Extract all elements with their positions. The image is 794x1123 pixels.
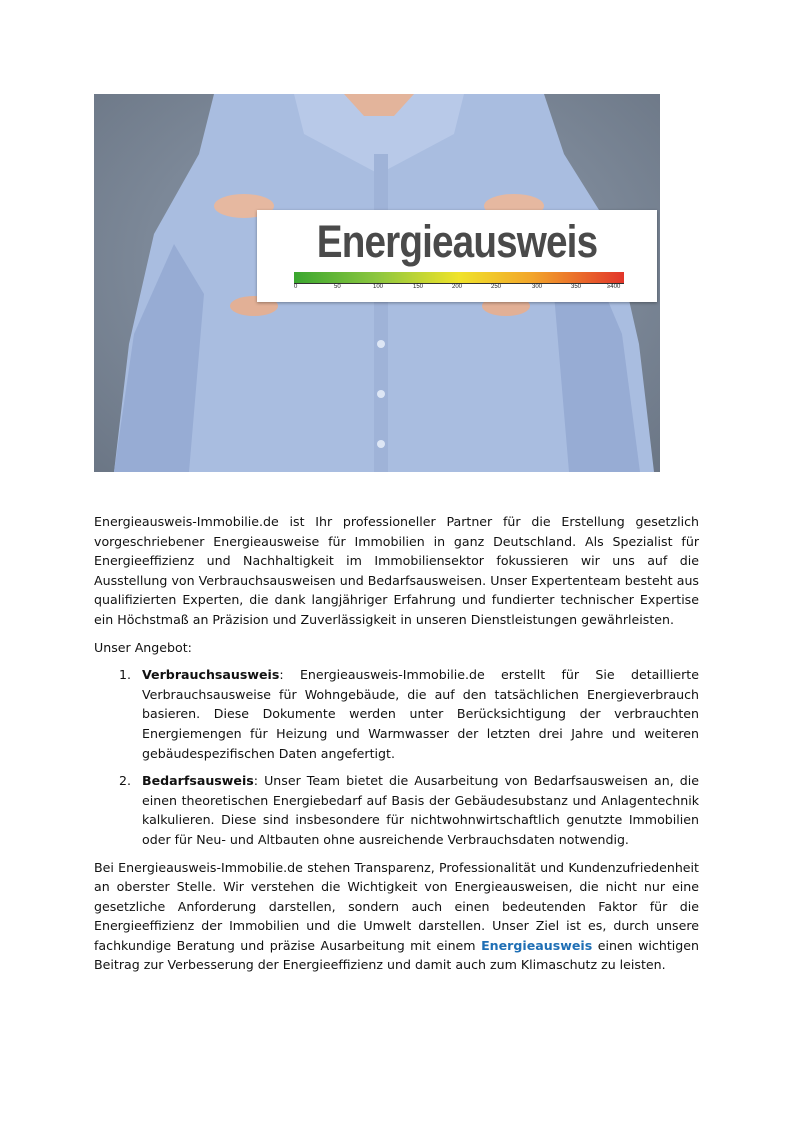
scale-tick: 100 [373, 284, 384, 290]
scale-tick: 350 [571, 284, 582, 290]
scale-tick: 250 [491, 284, 502, 290]
scale-tick: 300 [532, 284, 543, 290]
hero-photo [94, 94, 660, 472]
scale-tick: 150 [413, 284, 424, 290]
sign-title: Energieausweis [316, 216, 598, 267]
list-item [94, 771, 699, 849]
closing-text-before: Bei Energieausweis-Immobilie.de stehen Transparenz, Professionalität und Kundenzufriedenheit an oberster Stelle. Wir verstehen die Wichtigkeit von Energieausweisen, die nicht nur eine gesetzliche Anforderung darstellen, sondern auch einen bedeutenden Faktor für die Energieeffizienz der Immobilien und die Umwelt darstellen. Unser Ziel ist es, durch unsere fachkundige Beratung und präzise Ausarbeitung mit einem [94, 859, 699, 953]
offer-description: : Energieausweis-Immobilie.de erstellt für Sie detaillierte Verbrauchsausweise für Wohngebäude, die auf den tatsächlichen Energieverbrauch basieren. Diese Dokumente werden unter Berücksichtigung der verbrauchten Energiemengen für Heizung und Warmwasser der letzten drei Jahre und weiteren gebäudespezifischen Daten angefertigt. [142, 667, 699, 761]
offer-description: : Unser Team bietet die Ausarbeitung von Bedarfsausweisen an, die einen theoretischen Energiebedarf auf Basis der Gebäudesubstanz und Anlagentechnik kalkulieren. Diese sind insbesondere für nichtwohnwirtschaftlich genutzte Immobilien oder für Neu- und Altbauten ohne ausreichende Verbrauchsdaten notwendig. [142, 773, 699, 847]
scale-tick: ≥400 [607, 284, 621, 290]
list-item [94, 665, 699, 763]
offer-term: Verbrauchsausweis [142, 667, 280, 683]
energieausweis-link[interactable]: Energieausweis [481, 937, 593, 953]
list-number: 2. [119, 773, 132, 789]
scale-tick: 50 [334, 284, 341, 290]
offer-heading: Unser Angebot: [94, 639, 192, 655]
scale-tick: 0 [294, 284, 298, 290]
intro-paragraph: Energieausweis-Immobilie.de ist Ihr professioneller Partner für die Erstellung gesetzlich vorgeschriebener Energieausweise für Immobilien in ganz Deutschland. Als Spezialist für Energieeffizienz und Nachhaltigkeit im Immobiliensektor fokussieren wir uns auf die Ausstellung von Verbrauchsausweisen und Bedarfsausweisen. Unser Expertenteam besteht aus qualifizierten Experten, die dank langjähriger Erfahrung und fundierter technischer Expertise ein Höchstmaß an Präzision und Zuverlässigkeit in unseren Dienstleistungen gewährleisten. [94, 514, 699, 627]
energy-sign [257, 210, 657, 302]
closing-text-after: einen wichtigen Beitrag zur Verbesserung der Energieeffizienz und damit auch zum Klimaschutz zu leisten. [94, 937, 699, 973]
offer-term: Bedarfsausweis [142, 773, 254, 789]
scale-tick: 200 [452, 284, 463, 290]
offer-list [94, 665, 699, 849]
body-text [94, 512, 699, 983]
energy-scale-bar [294, 272, 624, 283]
closing-paragraph [94, 858, 699, 976]
list-number: 1. [119, 667, 132, 683]
